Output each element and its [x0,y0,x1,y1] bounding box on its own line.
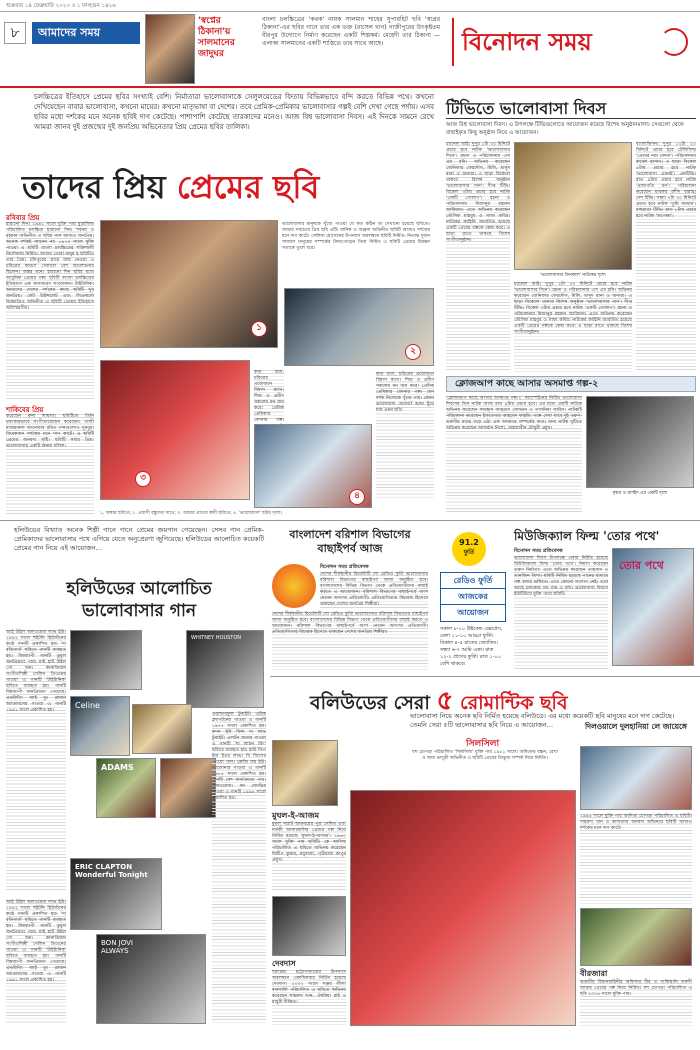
mid-rule [0,520,700,521]
film4-photo [580,746,692,810]
tv-body-mid: চ্যানেল আই। দুপুর ১টা ৩০ মিনিটে প্রচার হবে নাটক 'ভালোবাসার দিনে'। রচনা ও পরিচালনায় এস এম রনি। অভিনয় করেছেন জেনিফার ফেরদৌস, মিলি, মাসুদ রানা ও অন্যরা। এ ছাড়া বিকেলে থাকবে বিশেষ অনুষ্ঠান 'ভালোবাসার গান'। দীপ্ত টিভি। বিকেল ৩টায় প্রচার হবে নাটক 'একটি গোলাপ'। রচনা ও পরিচালনায় মিজানুর রহমান আরিয়ান। এতে অভিনয় করেছেন তৌসিফ মাহবুব ও সাফা কবির। নাটকের কাহিনি আবর্তিত হয়েছে একটি প্রেমের গল্পকে কেন্দ্র করে। এ ছাড়া রাতে থাকছে বিশেষ সংগীতানুষ্ঠান। [514,282,632,372]
header-rule [0,86,700,88]
bollywood-title-num: ৫ [436,686,454,716]
hollywood-title-line2: ভালোবাসার গান [81,601,197,621]
album-cover-madonna [160,758,216,818]
tv-photo [514,142,632,270]
photo-caption: ১, অঙ্গার ছবিতে; ২. প্রবাসী বন্ধুদের সাথে; ৩. আমার প্রাণের স্বামী ছবিতে; ৪. 'ভালোবাসা' ছবির দৃশ্যে। [100,511,283,516]
section-title: বিনোদন সময় [452,18,662,66]
headline-part1: তাদের প্রিয় [22,168,166,206]
bollywood-title-part1: বলিউডের সেরা [310,692,430,714]
paper-name-logo: আমাদের সময় [32,22,140,44]
closeup-body: 'ক্লোজআপ কাছে আসার অসমাপ্ত গল্প-২' ক্যাম্পেইনের নির্মিত ভালোবাসা দিবসের তিন নাটক আজ রাত ৯টায় প্রচার হবে। এর মধ্যে একটি নাটকে অভিনয় করেছেন ফারহান আহমেদ জোভান ও তাসনিয়া ফারিণ। নাটকটি পরিচালনা করেছেন ইফতেখার আহমেদ ফাহমি। গল্পে দেখা যাবে দুই তরুণ-তরুণীর মাঝে গড়ে ওঠা এক অসমাপ্ত সম্পর্কের কথা। অন্য নাটক দুটিতে অভিনয় করেছেন আফরান নিশো, মেহজাবীন চৌধুরী প্রমুখ। [446,396,582,514]
album-cover-celine: Celine [70,696,130,756]
film2-text: শরৎচন্দ্র চট্টোপাধ্যায়ের উপন্যাস অবলম্বনে একাধিকবার নির্মিত হয়েছে দেবদাস। ২০০২ সালে সঞ্জয় লীলা বানসালি পরিচালিত এ ছবিতে অভিনয় করেছেন শাহরুখ খান, ঐশ্বরিয়া রাই ও মাধুরী দীক্ষিত। [272,970,346,1026]
tv-body-left: চ্যানেল আই। দুপুর ১টা ৩০ মিনিটে প্রচার হবে নাটক 'ভালোবাসার দিনে'। রচনা ও পরিচালনায় এস এম রনি। অভিনয় করেছেন জেনিফার ফেরদৌস, মিলি, মাসুদ রানা ও অন্যরা। এ ছাড়া বিকেলে থাকবে বিশেষ অনুষ্ঠান 'ভালোবাসার গান'। দীপ্ত টিভি। বিকেল ৩টায় প্রচার হবে নাটক 'একটি গোলাপ'। রচনা ও পরিচালনায় মিজানুর রহমান আরিয়ান। এতে অভিনয় করেছেন তৌসিফ মাহবুব ও সাফা কবির। নাটকের কাহিনি আবর্তিত হয়েছে একটি প্রেমের গল্পকে কেন্দ্র করে। এ ছাড়া রাতে থাকছে বিশেষ সংগীতানুষ্ঠান। [446,142,510,372]
tv-photo-caption: 'ভালোবাসার তিনকাল' নাটকের দৃশ্যে [540,273,606,278]
radio-title [272,528,428,556]
section-swirl-icon [660,28,688,56]
closeup-photo-caption: মৃন্ময় ও জাহিদ এর একটি দৃশ্যে [612,491,668,496]
album-cover-clapton: ERIC CLAPTON Wonderful Tonight [70,858,162,930]
telefilm-title-part1: মিউজিক্যাল ফিল্ম [514,529,599,543]
film4-title: দিলওয়ালে দুলহানিয়া লে জায়েঙ্গে [584,722,688,731]
hollywood-body-1: আই উইল অলওয়েজ লাভ ইউ। ১৯৯২ সালে হুইটনি হিউস্টনের কণ্ঠে গানটি প্রকাশিত হয়। 'দ্য বডিগার্ড' ছবিতে গানটি ব্যবহৃত হয়। বিশ্বব্যাপী গানটি তুমুল জনপ্রিয়তা পায়। মাই হার্ট উইল গো অন। কানাডিয়ান সংগীতশিল্পী সেলিন ডিওনের গাওয়া এ গানটি 'টাইটানিক' ছবিতে ব্যবহৃত হয়। গানটি বিশ্বব্যাপী জনপ্রিয়তা পেয়েছে। এভরিথিং আই ডু। ব্রায়ান অ্যাডামসের গাওয়া এ গানটি ১৯৯১ সালে প্রকাশিত হয়। [6,630,66,890]
film3-photo [350,790,576,1026]
telefilm-poster-title: তোর পথে [619,559,664,572]
promo-title: 'স্বপ্নের ঠিকানা'য় সালমানের জাদুঘর [198,16,235,59]
top-rule [0,11,700,12]
photo-2: ২ [284,288,434,366]
film2-title: দেবদাস [272,959,296,968]
film3-title: সিলসিলা [466,739,500,749]
radio-body-right: দেশের শীর্ষস্থানীয় রিয়েলিটি শো রেডিও ফুর্তি ভালোবাসার বরিশাল বিভাগের বাছাইপর্ব আজ অনুষ্ঠিত হবে। বাংলাদেশের বিভিন্ন বিভাগ থেকে প্রতিযোগীদের বাছাই করতে এ আয়োজন। বরিশাল বিভাগের বাছাইপর্বে অংশ নেবেন অসংখ্য প্রতিযোগী। প্রতিযোগিতার বিচারক হিসেবে থাকছেন দেশের জনপ্রিয় শিল্পীরা। [320,572,428,607]
sub-heading-robiul: রবিবার প্রিয় [6,214,40,222]
tv-body-right: বাংলাভিশন। দুপুর ১২টা ২০ মিনিটে প্রচার হবে টেলিফিল্ম 'প্রেমের নাম বেদনা'। পরিচালনায় রুবেল হাসান। এ ছাড়া বিকেল ৫টায় প্রচার হবে নাটক 'ভালোবাসা এমনই'। এনটিভি। রাত ৯টায় প্রচার হবে নাটক 'প্রজাপতি মন'। পরিচালনা করেছেন মাবরুর রশীদ বান্নাহ। দেশ টিভি। সন্ধ্যা ৭টা ৩০ মিনিটে প্রচার হবে নাটক 'তুমি আমার'। মাছরাঙা টিভি। রাত ৮টায় প্রচার হবে নাটক 'অপেক্ষা'। [636,142,696,372]
telefilm-title-part2: 'তোর পথে' [603,529,660,543]
tv-lead: আজ বিশ্ব ভালোবাসা দিবস। এ উপলক্ষে টিভিগুলোতে আয়োজন করেছে বিশেষ অনুষ্ঠানমালা। সেগুলো থেকে বাছাইকৃত কিছু অনুষ্ঠান নিয়ে এ আয়োজন। [446,122,684,136]
col-a2-text: করেছেন রুনা লায়লা। ছবিটিতে তিনি চমৎকারভাবে সংগীতায়োজন করেছেন। গাজী মাজহারুল আনোয়ার রচিত গানগুলোও সুমধুর। বিবেকবান দর্শকের মনে দাগ কাটে। এ ছবিটি প্রেমের অনবদ্য সৃষ্টি। ছবিটি সবার প্রিয়। ভালোবাসার একটি অনন্য দলিল। [6,414,94,514]
closeup-photo [586,396,694,488]
film3-text: যশ চোপড়া পরিচালিত 'সিলসিলা' মুক্তি পায় ১৯৮১ সালে। অমিতাভ বচ্চন, রেখা ও জয়া ভাদুড়ী অভিনীত এ ছবিটি প্রেমের ত্রিভুজ সম্পর্ক নিয়ে নির্মিত। [412,750,558,761]
tv-title: টিভিতে ভালোবাসা দিবস [446,99,607,118]
album-cover-1 [70,630,142,690]
col-d-text: কথা বলে, চরিত্রের প্রয়োজনে বিশ্বাস রাখে। শিশু ও প্রবীণ সকলের মন জয় করে। প্রেমিক প্রেমিকার বেদনার গল্প। [254,370,284,423]
furti-schedule: সকাল ৮-১০ উইকেন্ড এক্সপ্রেস, বেলা ১১-১০ আড্ডা ফুর্তি। বিকাল ৪-৫ রাতের জ্যোতিষ। সন্ধ্যা ৬-৭ আমি একা। রাত ১২-২ প্রাণের ফুর্তি। রাত ১-০০ বেশি থাকবে। [440,626,503,667]
radio-title-line2: বাছাইপর্ব আজ [317,542,383,555]
film1-photo [272,740,338,806]
film5-text: ভারতীয় বিমানবাহিনীর অফিসার বীর ও পাকিস্তানি তরুণী জারার প্রেমের গল্প নিয়ে নির্মিত। যশ চোপড়া পরিচালিত এ ছবি ২০০৪ সালে মুক্তি পায়। [580,980,692,1026]
photo-4: ৪ [254,424,372,508]
main-intro: চলচ্চিত্রের ইতিহাসে প্রেমের ছবির সংখ্যাই বেশি। নির্মাতারা ভালোবাসাকে সেলুলয়েডের ফিতায় বিভিন্নভাবে বন্দি করতে বিভিন্ন পথে। কখনো দেখিয়েছেন বাবার ভালোবাসা, কখনো মায়ের। কখনো মাতৃভাষা বা দেশের। তবে প্রেমিক-প্রেমিকার ভালোবাসার গল্পই বেশি দেখা গেছে পর্দায়। এসব ছবির মধ্যে দর্শকের মনে অনেক ছবিই দাগ কেটেছে। পাশাপাশি কেটেছে তারকাদের মনেও। আজ বিশ্ব ভালোবাসা দিবস। এই দিনকে সামনে রেখে আমরা জানব দুই প্রজন্মের দুই জনপ্রিয় অভিনেতার প্রিয় প্রেমের ছবির তালিকা। [34,93,434,131]
hollywood-body-3: আই উইল অলওয়েজ লাভ ইউ। ১৯৯২ সালে হুইটনি হিউস্টনের কণ্ঠে গানটি প্রকাশিত হয়। 'দ্য বডিগার্ড' ছবিতে গানটি ব্যবহৃত হয়। বিশ্বব্যাপী গানটি তুমুল জনপ্রিয়তা পায়। মাই হার্ট উইল গো অন। কানাডিয়ান সংগীতশিল্পী সেলিন ডিওনের গাওয়া এ গানটি 'টাইটানিক' ছবিতে ব্যবহৃত হয়। গানটি বিশ্বব্যাপী জনপ্রিয়তা পেয়েছে। এভরিথিং আই ডু। ব্রায়ান অ্যাডামসের গাওয়া এ গানটি ১৯৯১ সালে প্রকাশিত হয়। [6,900,66,1024]
photo-3: ৩ [100,360,250,500]
col-b-text: ভালোবাসার মানুষকে খুঁজে পাওয়া যে কত কঠিন তা দেখানো হয়েছে ছবিতে। আমার সবচেয়ে প্রিয় ছবি এটি। মানিক ও অঞ্জনা অভিনীত ছবিটি আজও দর্শকের মনে দাগ কাটে। সেলিনা হোসেনের উপন্যাস অবলম্বনে ছবিটি নির্মিত। নিতান্ত দুজন সাধারণ মানুষের সম্পর্কের টানাপোড়েন নিয়ে নির্মিত এ ছবিটি প্রেমের চিরন্তন সত্যকে তুলে ধরে। [282,222,430,251]
album-cover-elvis [132,704,192,754]
promo-text: বাংলা চলচ্চিত্রের 'কথক' নায়ক সালমান শাহের সুপারহিট ছবি 'স্বপ্নের ঠিকানা'-এর ছবির গানে তার এক ভক্ত (রাসেল খান) গাজীপুরের উৎকৃষ্টতম বীরপুর উদ্যোগে নির্মাণ করেছেন একটি শিল্পকর্ম। মেহেদী তার ঠিকানা — এলাকা সালমানের একটি শাস্তিতে তার সাথে আছে। [262,16,440,47]
furti-box: রেডিও ফুর্তি আজকের আয়োজন [440,572,506,622]
dateline: শুক্রবার ১৪ ফেব্রুয়ারি ২০২০ ॥ ১ ফাল্গুন ১৪২৬ [6,3,116,9]
lower-rule [270,676,700,677]
film1-title: মুঘল-ই-আজম [272,811,320,820]
album-cover-adams: ADAMS [96,758,156,818]
bollywood-title-part2: রোমান্টিক ছবি [460,692,568,714]
hollywood-title [14,578,264,622]
furti-badge: 91.2 ফুর্তি [452,532,486,566]
promo-photo [145,14,195,84]
sub-heading-shakib: শাকিবের প্রিয় [6,406,44,414]
film4-text: ১৯৯৫ সালে মুক্তি পায় আদিত্য চোপড়া পরিচালিত এ ছবিটি। শাহরুখ খান ও কাজলের অনবদ্য অভিনয়ে ছবিটি আজও দর্শকের মনে দাগ কাটে। [580,814,692,904]
telefilm-title [514,528,694,548]
hollywood-body-2: ওয়ান্ডারফুল টুনাইট। এরিক ক্ল্যাপটনের গাওয়া এ গানটি ১৯৭৭ সালে প্রকাশিত হয়। ক্যান ইউ ফিল দ্য লাভ টুনাইট। এলটন জনের গাওয়া এ গানটি 'দ্য লায়ন কিং' ছবিতে ব্যবহৃত হয়। হাউ ডিপ ইজ ইওর লাভ। বি জিসের গাওয়া গান। ক্রেজি ফর ইউ। ম্যাডোনার গাওয়া এ গানটি ১৯৮৫ সালে প্রকাশিত হয়। গানটি বেশ জনপ্রিয়তা পায়। অলওয়েজ। বন জোভির গাওয়া এ গানটি ১৯৯৪ সালে প্রকাশিত হয়। [212,712,266,1024]
film5-title: বীরজারা [580,969,608,978]
col-a-text: হারানো দিন। ১৯৬১ সালে মুক্তি পায় মুস্তাফিজ পরিচালিত চলচ্চিত্র হারানো দিন। শবনম ও রহমান অভিনীত এ ছবির গান আজও জনপ্রিয়। অনেক দর্শকই জানেন না। ১৯৭৩ সালে মুক্তি পাওয়া এ ছবিটি বাংলা চলচ্চিত্রের শক্তিশালী নির্দেশনায় নির্মিত। আবার তোরা মানুষ হ ছবিটিও তার প্রিয়। চাঁদপুরের গ্রামে জন্ম নেওয়া এ চরিত্রের কারণে সেকালে বেশ আলোচনায় ছিলেন। অন্তর মনে। হারানো দিন ছবির মধ্যে আধুনিক প্রেমের গল্প। ছবিটি বাংলা চলচ্চিত্রের ইতিহাসে এক অসাধারণ সংযোজন। টাইটানিক। আমাদের দেশের দর্শকের কাছে ছবিটি খুব জনপ্রিয়। কেট উইন্সলেট এবং লিওনার্দো ডিক্যাপ্রিও অভিনীত এ ছবিটি প্রেমের ইতিহাসে অবিস্মরণীয়। [6,222,94,400]
page-number: ৮ [4,22,26,44]
radio-logo-icon [272,564,316,608]
tv-title-rule [446,118,696,119]
radio-byline: বিনোদন সময় প্রতিবেদক [320,564,369,570]
telefilm-byline: বিনোদন সময় প্রতিবেদক [514,548,563,554]
headline-part2: প্রেমের ছবি [176,168,320,206]
radio-title-line1: বাংলাদেশ বরিশাল বিভাগের [289,528,411,541]
album-cover-bonjovi: BON JOVI ALWAYS [96,934,206,1024]
film1-text: মুঘল সম্রাট আকবরের পুত্র সেলিম এবং নর্তকী আনারকলির প্রেমের গল্প নিয়ে নির্মিত হয়েছে 'মুঘল-ই-আজম'। ১৯৬০ সালে মুক্তি পায় ছবিটি। কে আসিফ পরিচালিত এ ছবিতে অভিনয় করেছেন দিলীপ কুমার, মধুবালা, পৃথ্বীরাজ কাপুর প্রমুখ। [272,822,346,892]
closeup-title-bar: ক্লোজআপ কাছে আসার অসমাপ্ত গল্প-২ [446,376,696,392]
film5-photo [580,908,692,966]
col-e-text: কথা বলে, চরিত্রের প্রয়োজনে বিশ্বাস রাখে। শিশু ও প্রবীণ সকলের মন জয় করে। প্রেমিক প্রেমিকার বেদনার গল্প। যেন দর্শক নিজেকে খুঁজে পায়। কেমন ভালোবাসা তাদের? হৃদয় ছুঁয়ে যায় এমন ছবি। [376,372,434,500]
film2-photo [272,896,346,956]
bollywood-intro: ভালোবাসা নিয়ে অনেক ছবি নির্মিত হয়েছে বলিউডে। এর মধ্যে কয়েকটি ছবি মানুষের মনে দাগ কেটেছে। তেমনি সেরা ৫টি ভালোবাসার ছবি নিয়ে এ আয়োজন... [410,712,675,729]
photo-1: ১ [100,220,278,348]
album-cover-houston: WHITNEY HOUSTON [186,630,264,708]
main-headline [22,162,437,216]
radio-body: দেশের শীর্ষস্থানীয় রিয়েলিটি শো রেডিও ফুর্তি ভালোবাসার বরিশাল বিভাগের বাছাইপর্ব আজ অনুষ্ঠিত হবে। বাংলাদেশের বিভিন্ন বিভাগ থেকে প্রতিযোগীদের বাছাই করতে এ আয়োজন। বরিশাল বিভাগের বাছাইপর্বে অংশ নেবেন অসংখ্য প্রতিযোগী। প্রতিযোগিতার বিচারক হিসেবে থাকছেন দেশের জনপ্রিয় শিল্পীরা। [272,612,428,670]
hollywood-intro: হলিউডের বিখ্যাত অনেক শিল্পী গানে গানে প্রেমের জয়গান গেয়েছেন। সেসব গান প্রেমিক-প্রেমিকাদের ভালোবাসার পথে এগিয়ে যেতে অনুপ্রেরণা জুগিয়েছে। হলিউডের আলোচিত কয়েকটি প্রেমের গান নিয়ে এই আয়োজন... [14,526,264,552]
hollywood-title-line1: হলিউডের আলোচিত [66,579,212,599]
telefilm-poster [612,548,694,666]
telefilm-body: ভালোবাসা দিবস উপলক্ষে এবার নির্মিত হয়েছে মিউজিক্যাল ফিল্ম 'তোর পথে'। নির্মাণ করেছেন তরুণ নির্মাতা। এতে অভিনয় করেছেন তাহসান ও তানজিন তিশা। ছবিটি নির্মিত হয়েছে গানের মাধ্যমে গল্প বলার ভঙ্গিতে। এতে কোনো সংলাপ নেই। তবে আছে চমৎকার সব গান ও দৃশ্য। ভালোবাসা দিবসে ইউটিউবে মুক্তি পাবে ছবিটি। [514,556,608,670]
